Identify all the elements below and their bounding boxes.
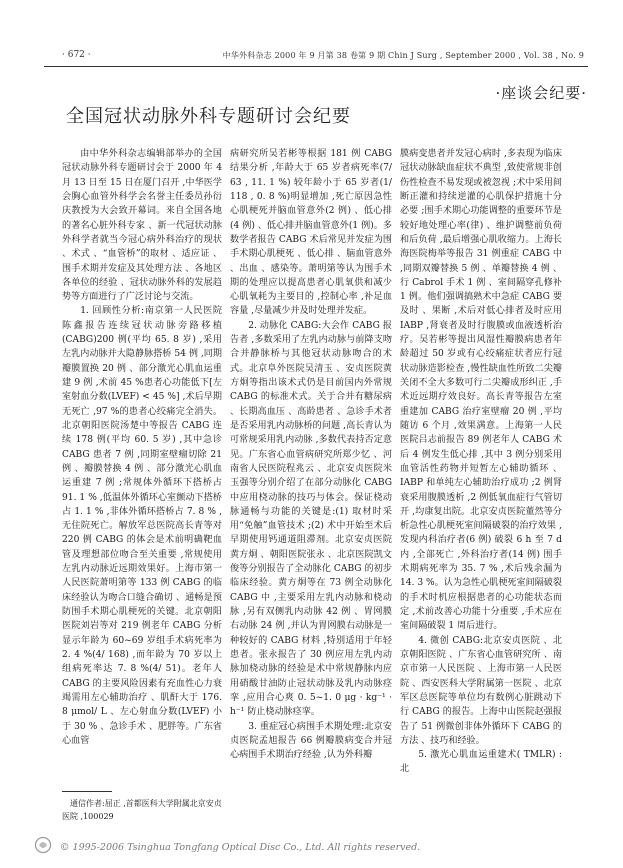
paragraph: 4. 微创 CABG:北京安贞医院 、北京朝阳医院 、广东省心血管研究所 、南京市第一人民医院 、上海市第一人民医院 、西安医科大学附属第一医院 、北京军区总医院等单位均有数例心脏跳动下行 CABG 的报告。上海中山医院赵强报告了 51 例微创非体外循环下 CABG 的方法 、技巧和经验。 [400,635,562,746]
header-rule [44,66,588,67]
paragraph: 3. 重症冠心病围手术期处理:北京安贞医院孟旭报告 66 例瓣膜病变合并冠心病围手术期治疗经验 ,认为外科瓣 [230,721,392,761]
footnote-rule [62,791,112,792]
copyright-line: © 1995-2006 Tsinghua Tongfang Optical Disc Co., Ltd. All rights reserved. [60,842,421,853]
running-header [44,50,584,66]
text-column-3 [400,147,562,777]
footnote [62,797,222,823]
article-title: 全国冠状动脉外科专题研讨会纪要 [66,106,351,127]
paragraph: 病研究所吴若彬等根据 181 例 CABG 结果分析 ,年龄大于 65 岁者病死率(7/ 63 , 11. 1 %) 较年龄小于 65 岁者(1/ 118 , 0. 8 %)明显增加 ,死亡原因急性心肌梗死并脑血管意外(2 例) 、低心排(4 例) 、低心排并脑血管意外(1 例)。多数学者报告 CABG 术后常见并发症为围手术期心肌梗死 、低心排 、脑血管意外 、出血 、感染等。萧明第等认为围手术期的处理应以提高患者心肌氧供和减少心肌氧耗为主要目的 ,控制心率 ,补足血容量 ,尽量减少并及时处理并发症。 [230,149,392,317]
text-column-2 [230,147,392,762]
paragraph: 由中华外科杂志编辑部举办的全国冠状动脉外科专题研讨会于 2000 年 4 月 13 日至 15 日在厦门召开 ,中华医学会胸心血管外科学会名誉主任委员孙衍庆教授为大会致开幕词。来自全国各地的著名心脏外科专家 、新一代冠状动脉外科学者就当今冠心病外科治疗的现状 、术式 、“血管桥”的取材 、适应证 、围手术期并发症及其处理方法 、各地区各单位的经验 、冠状动脉外科的发展趋势等方面进行了广泛讨论与交流。 [62,149,222,303]
publisher-logo-icon [34,836,52,854]
paragraph: 1. 回顾性分析:南京第一人民医院陈鑫报告连续冠状动脉旁路移植(CABG)200 例(平均 65. 8 岁) ,采用左乳内动脉并大隐静脉搭桥 54 例 ,同期瓣膜置换 20 例 、部分激光心肌血运重建 9 例 ,术前 45 %患者心功能低下[左室射血分数(LVEF) < 45 %] ,术后早期无死亡 ,97 %的患者心绞痛完全消失。北京朝阳医院汤楚中等报告 CABG 连续 178 例(平均 60. 5 岁) ,其中急诊 CABG 患者 7 例 ,同期室壁瘤切除 21 例 、瓣膜替换 4 例 、部分激光心肌血运重建 7 例 ;常规体外循环下搭桥占 91. 1 % ,低温体外循环心室颤动下搭桥占 1. 1 % ,非体外循环搭桥占 7. 8 % ,无住院死亡。解放军总医院高长青等对 220 例 CABG 的体会是术前明确靶血管及理想部位吻合至关重要 ,常规使用左乳内动脉近远期效果好。上海市第一人民医院萧明第等 133 例 CABG 的临床经验认为吻合口缝合确切 、通畅是预防围手术期心肌梗死的关键。北京朝阳医院刘岩等对 219 例老年 CABG 分析显示年龄为 60~69 岁组手术病死率为 2. 4 %(4/ 168) ,而年龄为 70 岁以上组病死率达 7. 8 %(4/ 51)。老年人 CABG 的主要风险因素有充血性心力衰竭需用左心辅助治疗 、肌酐大于 176. 8 μmol/ L 、左心射血分数(LVEF) 小于 30 % 、急诊手术 、肥胖等。广东省心血管 [62,306,222,746]
paragraph: 2. 动脉化 CABG:大会作 CABG 报告者 ,多数采用了左乳内动脉与前降支吻合并静脉桥与其他冠状动脉吻合的术式。北京阜外医院吴清玉 、安贞医院黄方炯等指出该术式仍是目前国内外常规 CABG 的标准术式。关于合并有糖尿病 、长期高血压 、高龄患者 、急诊手术者是否采用乳内动脉桥的问题 ,高长青认为可常规采用乳内动脉 ,多数代表持否定意见。广东省心血管病研究所郑少忆 、河南省人民医院程兆云 、北京安贞医院米玉强等分别介绍了在部分动脉化 CABG 中应用桡动脉的技巧与体会。保证桡动脉通畅与功能的关键是:(1) 取材时采用“免触”血管技术 ;(2) 术中开始至术后早期使用钙通道阻滞剂。北京安贞医院黄方炯 、朝阳医院张永 、北京医院凯文俊等分别报告了全动脉化 CABG 的初步临床经验。黄方炯等在 73 例全动脉化 CABG 中 ,主要采用左乳内动脉和桡动脉 ,另有双侧乳内动脉 42 例 、胃网膜右动脉 24 例 ,并认为胃网膜右动脉是一种较好的 CABG 材料 ,特别适用于年轻患者。张永报告了 30 例应用左乳内动脉加桡动脉的经验是术中常规静脉内应用硝酸甘油防止冠状动脉及乳内动脉痉挛 ,应用合心爽 0. 5~1. 0 μg · kg⁻¹ · h⁻¹ 防止桡动脉痉挛。 [230,320,392,718]
paragraph: 5. 激光心肌血运重建术( TMLR) :北 [400,750,562,775]
text-column-1 [62,147,222,748]
section-tag: ·座谈会纪要· [495,84,587,102]
journal-line: 中华外科杂志 2000 年 9 月第 38 卷第 9 期 Chin J Surg , September 2000 , Vol. 38 , No. 9 [222,51,584,60]
footnote-text: 通信作者:屈正 ,首都医科大学附属北京安贞医院 ,100029 [62,799,222,821]
paragraph: 膜病变患者并发冠心病时 ,多表现为临床冠状动脉缺血症状不典型 ,致使常规非创伤性检查不易发现或被忽视 ;术中采用间断正灌和持续逆灌的心肌保护措施十分必要 ;围手术期心功能调整的重要环节是较好地处理心率(律) 、维护调整前负荷和后负荷 ,最后增强心肌收缩力。上海长海医院梅举等报告 31 例重症 CABG 中 ,同期双瓣替换 5 例 、单瓣替换 4 例 、行 Cabrol 手术 1 例 、室间隔穿孔修补 1 例。他们强调搞熟术中急症 CABG 要及时 、果断 ,术后对低心排者及时应用 IABP ,肾衰者及时行腹膜或血液透析治疗。吴若彬等提出风湿性瓣膜病患者年龄超过 50 岁或有心绞痛症状者应行冠状动脉造影检查 ,慢性缺血性所致二尖瓣关闭不全大多数可行二尖瓣成形纠正 ,手术近远期疗效良好。高长青等报告左室重建加 CABG 治疗室壁瘤 20 例 ,平均随访 6 个月 ,效果满意。上海第一人民医院吕志前报告 89 例老年人 CABG 术后 4 例发生低心排 ,其中 3 例分别采用血管活性药物并短暂左心辅助循环 、IABP 和单纯左心辅助治疗成功 ;2 例肾衰采用腹膜透析 ,2 例低氧血症行气管切开 ,均康复出院。北京安贞医院董然等分析急性心肌梗死室间隔破裂的治疗效果 ,发现内科治疗者(6 例) 破裂 6 h 至 7 d 内 ,全部死亡 ,外科治疗者(14 例) 围手术期病死率为 35. 7 % ,术后残余漏为 14. 3 %。认为急性心肌梗死室间隔破裂的手术时机应根据患者的心功能状态而定 ,术前改善心功能十分重要 ,手术应在室间隔破裂 1 周后进行。 [400,149,562,632]
page-number: · 672 · [62,50,91,60]
